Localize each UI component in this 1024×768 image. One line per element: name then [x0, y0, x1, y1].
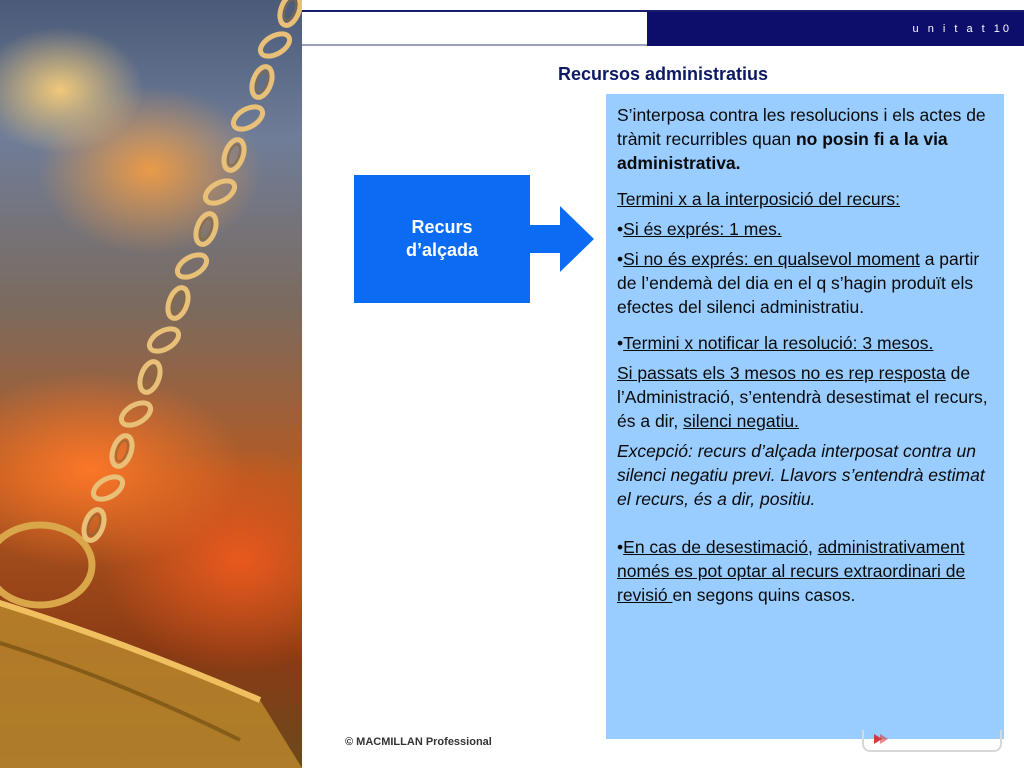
- chain-illustration: [0, 0, 302, 768]
- right-arrow-icon: [530, 206, 596, 272]
- dismissal-item: [617, 535, 992, 607]
- negative-silence-paragraph: [617, 361, 992, 433]
- dismissal-lead: En cas de desestimació: [623, 537, 808, 557]
- negative-silence-term: silenci negatiu.: [683, 411, 799, 431]
- dismissal-tail: en segons quins casos.: [672, 585, 856, 605]
- notify-deadline-item: [617, 331, 992, 355]
- negative-silence-text: de l’Administració, s’entendrà desestimat el recurs, és a dir,: [617, 363, 988, 431]
- dismissal-comma: ,: [807, 537, 818, 557]
- express-text: Si és exprés: 1 mes.: [623, 219, 782, 239]
- slide-title: Recursos administratius: [557, 64, 769, 84]
- bullet: •: [617, 249, 624, 269]
- negative-silence-lead: Si passats els 3 mesos no es rep resposta: [617, 363, 946, 383]
- dismissal-text: administrativament només es pot optar al recurs extraordinari de revisió: [617, 537, 966, 605]
- bullet: •: [617, 219, 624, 239]
- logo-mark-icon: [874, 734, 888, 744]
- unit-label: u n i t a t 10: [647, 12, 1024, 46]
- scope-emphasis: no posin fi a la via administrativa.: [617, 129, 948, 173]
- non-express-text: a partir de l’endemà del dia en el q s’hagin produït els efectes del silenci administratiu.: [617, 249, 980, 317]
- notify-deadline-lead: Termini x notificar la resolució:: [623, 333, 858, 353]
- scale-chain-image: [0, 0, 302, 768]
- deadline-heading: Termini x a la interposició del recurs:: [617, 189, 901, 209]
- exception-paragraph: Excepció: recurs d’alçada interposat contra un silenci negatiu previ. Llavors s’entendrà estimat el recurs, és a dir, positiu.: [617, 441, 985, 509]
- bullet: •: [617, 537, 624, 557]
- concept-box-line1: Recurs: [411, 217, 473, 237]
- concept-box-line2: d’alçada: [405, 240, 479, 260]
- express-item: [617, 217, 992, 241]
- header-left-band: [302, 12, 647, 46]
- scope-text: S’interposa contra les resolucions i els actes de tràmit recurribles quan: [617, 105, 986, 149]
- content-panel: [606, 94, 1004, 739]
- notify-deadline-value: 3 mesos.: [857, 333, 934, 353]
- publisher-logo: [862, 730, 1002, 752]
- scope-paragraph: [617, 103, 992, 175]
- copyright-notice: © MACMILLAN Professional: [345, 736, 492, 748]
- concept-box: [354, 175, 530, 303]
- bullet: •: [617, 333, 624, 353]
- non-express-lead: Si no és exprés: en qualsevol moment: [623, 249, 920, 269]
- non-express-item: [617, 247, 992, 319]
